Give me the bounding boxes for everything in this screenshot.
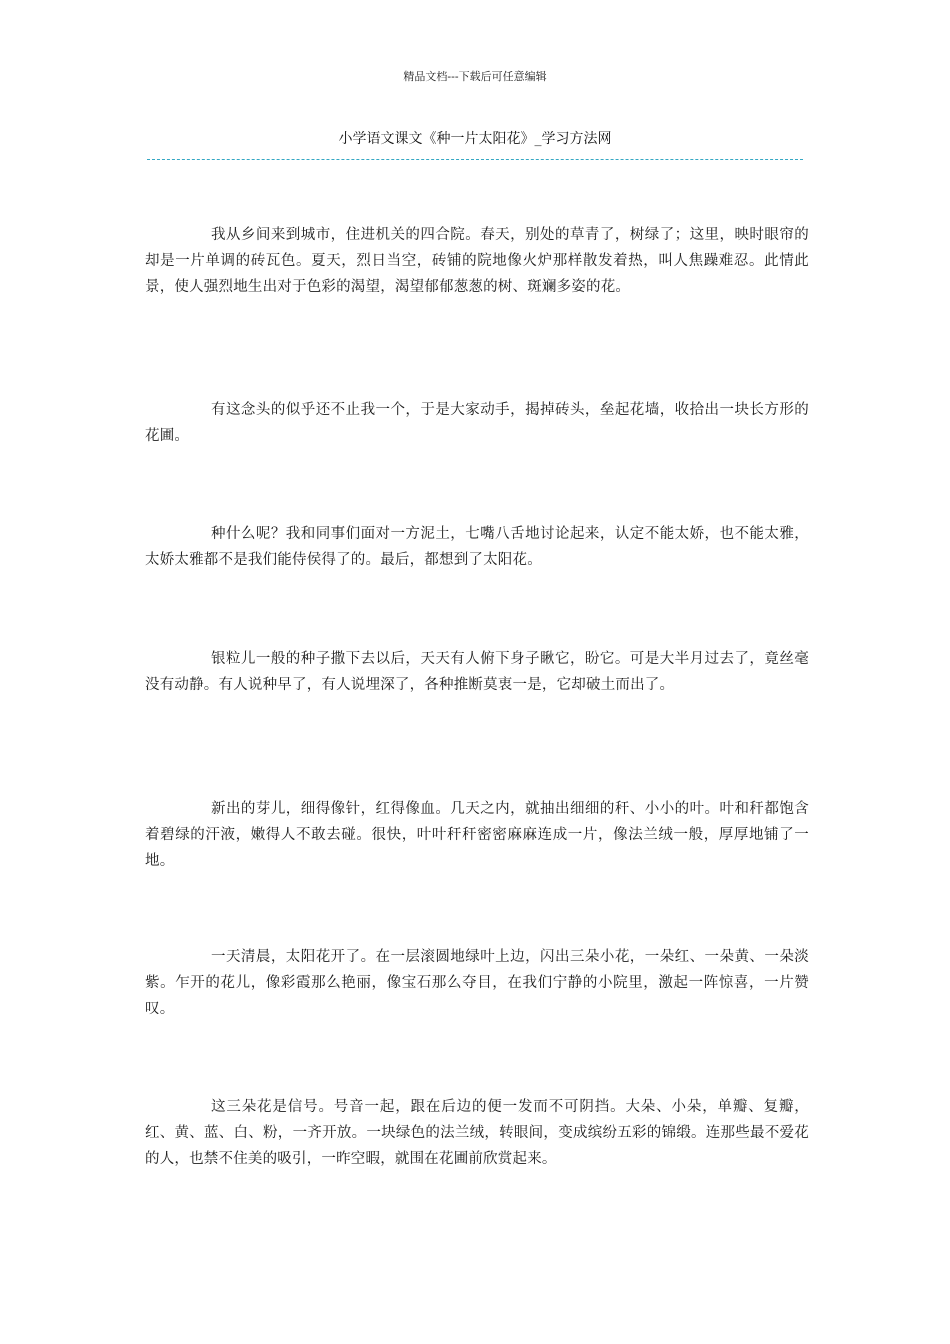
paragraph-2: 有这念头的似乎还不止我一个，于是大家动手，揭掉砖头，垒起花墙，收拾出一块长方形的花圃。 (145, 402, 809, 444)
header-note: 精品文档---下载后可任意编辑 (403, 70, 547, 83)
paragraph-7: 这三朵花是信号。号音一起，跟在后边的便一发而不可阴挡。大朵、小朵，单瓣、复瓣，红、黄、蓝、白、粉，一齐开放。一块绿色的法兰绒，转眼间，变成缤纷五彩的锦缎。连那些最不爱花的人，也禁不住美的吸引，一昨空暇，就围在花圃前欣赏起来。 (145, 1099, 809, 1167)
paragraph-6: 一天清晨，太阳花开了。在一层滚圆地绿叶上边，闪出三朵小花，一朵红、一朵黄、一朵淡紫。乍开的花儿，像彩霞那么艳丽，像宝石那么夺目，在我们宁静的小院里，激起一阵惊喜，一片赞叹。 (145, 949, 809, 1017)
paragraph-1: 我从乡间来到城市，住进机关的四合院。春天，别处的草青了，树绿了；这里，映时眼帘的却是一片单调的砖瓦色。夏天，烈日当空，砖铺的院地像火炉那样散发着热，叫人焦躁难忍。此情此景，使人强烈地生出对于色彩的渴望，渴望郁郁葱葱的树、斑斓多姿的花。 (145, 227, 809, 295)
title-divider (147, 159, 803, 160)
document-title: 小学语文课文《种一片太阳花》_学习方法网 (338, 131, 612, 147)
paragraph-3: 种什么呢？我和同事们面对一方泥土，七嘴八舌地讨论起来，认定不能太娇，也不能太雅，太娇太雅都不是我们能侍侯得了的。最后，都想到了太阳花。 (145, 526, 809, 568)
paragraph-4: 银粒儿一般的种子撒下去以后，天天有人俯下身子瞅它，盼它。可是大半月过去了，竟丝毫没有动静。有人说种早了，有人说埋深了，各种推断莫衷一是，它却破土而出了。 (145, 651, 809, 693)
paragraph-5: 新出的芽儿，细得像针，红得像血。几天之内，就抽出细细的秆、小小的叶。叶和秆都饱含着碧绿的汗液，嫩得人不敢去碰。很快，叶叶秆秆密密麻麻连成一片，像法兰绒一般，厚厚地铺了一地。 (145, 801, 809, 869)
